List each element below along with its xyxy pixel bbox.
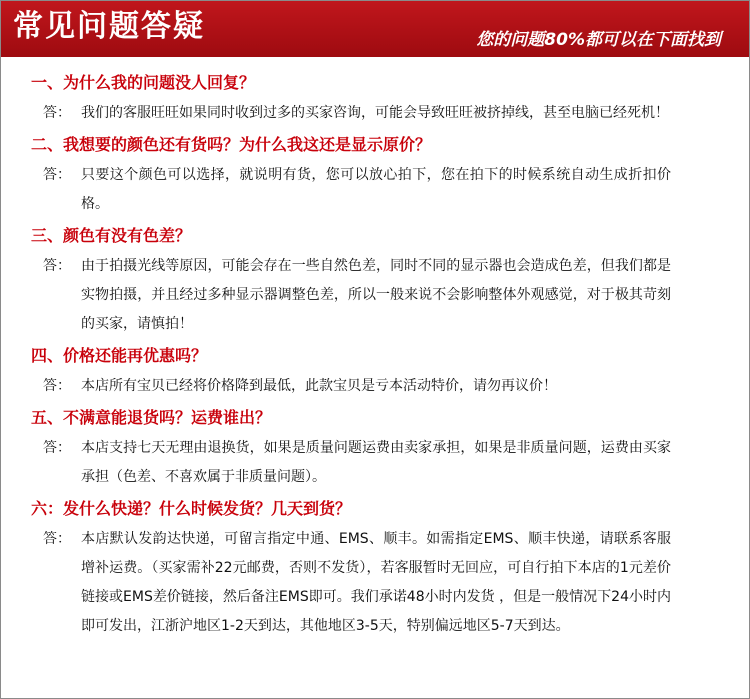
faq-answer: 我们的客服旺旺如果同时收到过多的买家咨询，可能会导致旺旺被挤掉线，甚至电脑已经死机！ xyxy=(81,105,669,121)
faq-answer: 本店所有宝贝已经将价格降到最低，此款宝贝是亏本活动特价，请勿再议价！ xyxy=(81,378,557,394)
faq-answer: 本店默认发韵达快递，可留言指定中通、EMS、顺丰。如需指定EMS、顺丰快递，请联系客服增补运费。（买家需补22元邮费，否则不发货），若客服暂时无回应，可自行拍下本店的1元差价链接或EMS差价链接，然后备注EMS即可。我们承诺48小时内发货 ，但是一般情况下24小时内即可发出，江浙沪地区1-2天到达，其他地区3-5天，特别偏远地区5-7天到达。 xyxy=(81,531,671,634)
faq-question: 三、颜色有没有色差？ xyxy=(31,226,192,245)
page-title: 常见问题答疑 xyxy=(13,9,205,44)
faq-item xyxy=(1,224,749,339)
faq-question: 六：发什么快递？什么时候发货？几天到货？ xyxy=(31,499,352,518)
faq-answer: 只要这个颜色可以选择，就说明有货，您可以放心拍下，您在拍下的时候系统自动生成折扣价格。 xyxy=(81,167,671,212)
header-tagline: 您的问题80%都可以在下面找到 xyxy=(476,30,721,50)
faq-answer: 由于拍摄光线等原因，可能会存在一些自然色差，同时不同的显示器也会造成色差，但我们都是实物拍摄，并且经过多种显示器调整色差，所以一般来说不会影响整体外观感觉，对于极其苛刻的买家，请慎拍！ xyxy=(81,258,671,332)
answer-label: 答： xyxy=(43,167,71,183)
faq-item xyxy=(1,406,749,492)
answer-label: 答： xyxy=(43,440,71,456)
faq-item xyxy=(1,344,749,401)
faq-item xyxy=(1,71,749,128)
faq-question: 一、为什么我的问题没人回复？ xyxy=(31,73,256,92)
answer-label: 答： xyxy=(43,531,71,547)
answer-label: 答： xyxy=(43,258,71,274)
faq-question: 五、不满意能退货吗？运费谁出？ xyxy=(31,408,272,427)
faq-list xyxy=(1,57,749,641)
header-banner xyxy=(1,1,749,57)
answer-label: 答： xyxy=(43,105,71,121)
faq-item xyxy=(1,133,749,219)
faq-question: 四、价格还能再优惠吗？ xyxy=(31,346,208,365)
faq-answer: 本店支持七天无理由退换货，如果是质量问题运费由卖家承担，如果是非质量问题，运费由买家承担（色差、不喜欢属于非质量问题）。 xyxy=(81,440,671,485)
answer-label: 答： xyxy=(43,378,71,394)
faq-question: 二、我想要的颜色还有货吗？为什么我这还是显示原价？ xyxy=(31,135,432,154)
faq-item xyxy=(1,497,749,641)
